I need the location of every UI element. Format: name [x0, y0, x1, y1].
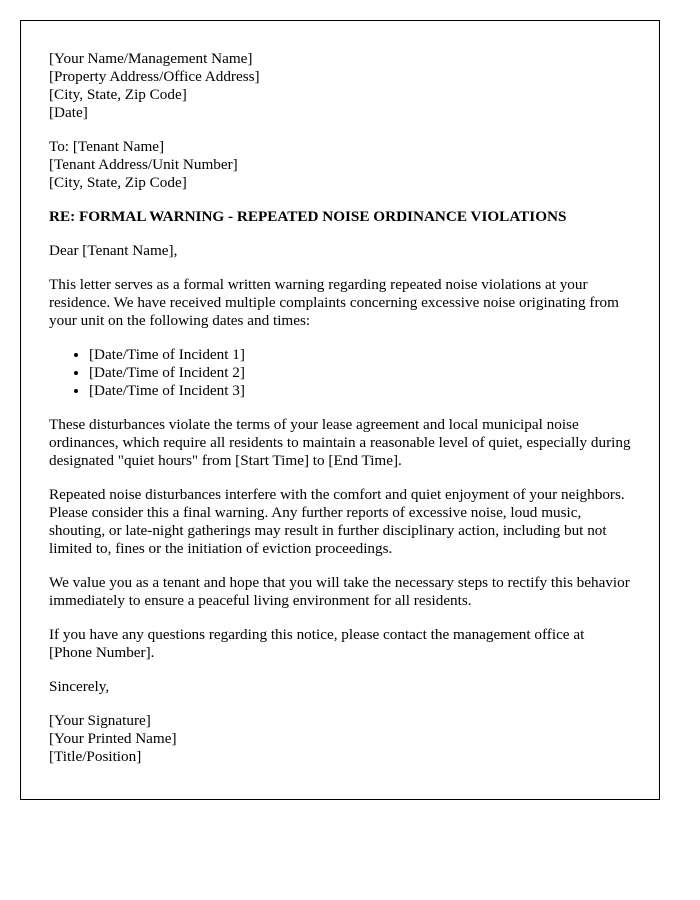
- sender-name: [Your Name/Management Name]: [49, 50, 253, 67]
- signature-block: [49, 712, 631, 766]
- list-item: • [Date/Time of Incident 1]: [89, 346, 631, 364]
- warning-paragraph: Repeated noise disturbances interfere with the comfort and quiet enjoyment of your neighbors. Please consider this a final warning. Any further reports of excessive noise, loud music, shouting, or late-night gatherings may result in further disciplinary action, including but not limited to, fines or the initiation of eviction proceedings.: [49, 486, 625, 557]
- subject-line: RE: FORMAL WARNING - REPEATED NOISE ORDINANCE VIOLATIONS: [49, 208, 567, 225]
- incident-list: [49, 346, 631, 400]
- sender-block: [49, 50, 631, 122]
- letter-page: [20, 20, 660, 800]
- closing: Sincerely,: [49, 678, 110, 695]
- violation-paragraph: These disturbances violate the terms of your lease agreement and local municipal noise ordinances, which require all residents to maintain a reasonable level of quiet, especially during designated "quiet hours" from [Start Time] to [End Time].: [49, 416, 631, 469]
- value-paragraph: We value you as a tenant and hope that you will take the necessary steps to rectify this behavior immediately to ensure a peaceful living environment for all residents.: [49, 574, 630, 609]
- recipient-name: To: [Tenant Name]: [49, 138, 165, 155]
- sender-city-state-zip: [City, State, Zip Code]: [49, 86, 187, 103]
- list-item: • [Date/Time of Incident 3]: [89, 382, 631, 400]
- salutation: Dear [Tenant Name],: [49, 242, 178, 259]
- printed-name: [Your Printed Name]: [49, 730, 177, 747]
- signature-line: [Your Signature]: [49, 712, 151, 729]
- sender-address: [Property Address/Office Address]: [49, 68, 260, 85]
- title-position: [Title/Position]: [49, 748, 142, 765]
- recipient-address: [Tenant Address/Unit Number]: [49, 156, 238, 173]
- recipient-city-state-zip: [City, State, Zip Code]: [49, 174, 187, 191]
- recipient-block: [49, 138, 631, 192]
- list-item: • [Date/Time of Incident 2]: [89, 364, 631, 382]
- letter-date: [Date]: [49, 104, 88, 121]
- intro-paragraph: This letter serves as a formal written warning regarding repeated noise violations at your residence. We have received multiple complaints concerning excessive noise originating from your unit on the following dates and times:: [49, 276, 619, 329]
- contact-paragraph: If you have any questions regarding this notice, please contact the management office at [Phone Number].: [49, 626, 585, 661]
